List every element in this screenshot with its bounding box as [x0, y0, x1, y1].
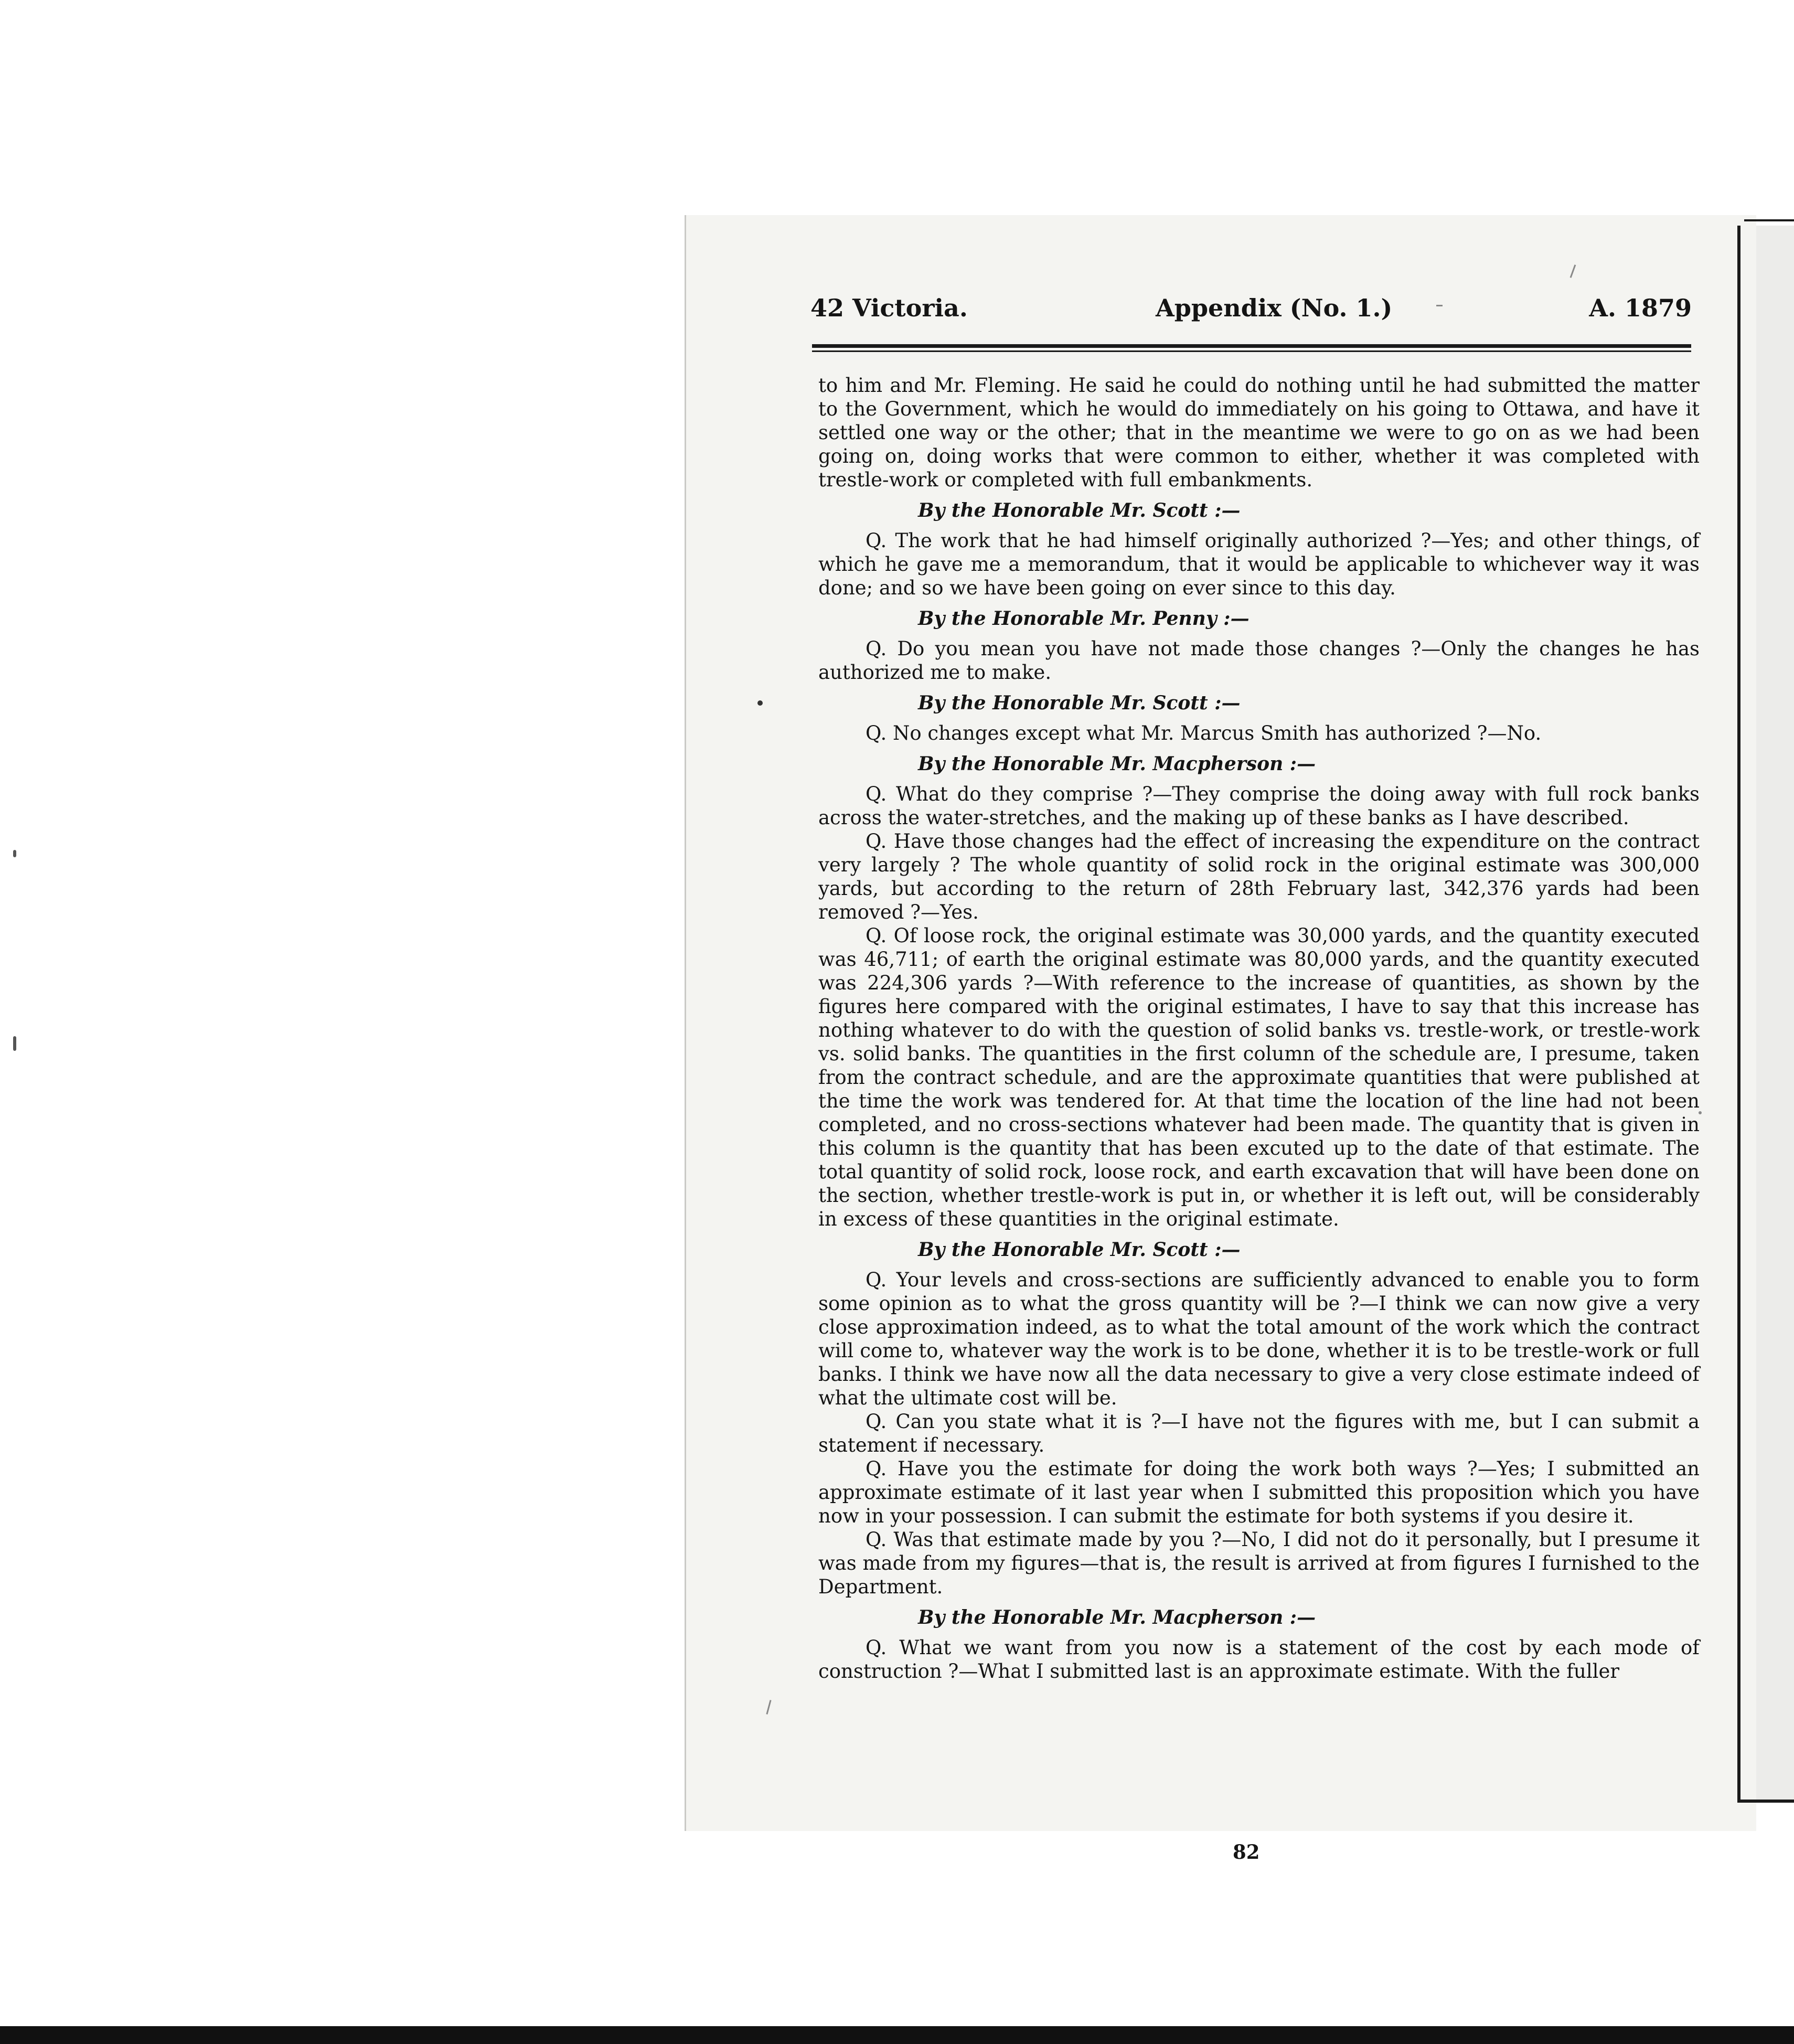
testimony-text — [818, 374, 1700, 1683]
page-number: 82 — [1233, 1840, 1260, 1864]
paragraph: to him and Mr. Fleming. He said he could do nothing until he had submitted the matter to the Government, which he would do immediately on his going to Ottawa, and have it settled one way or the other; that in the meantime we were to go on as we had been going on, doing works that were common to either, whether it was completed with trestle-work or completed with full embankments. — [818, 374, 1700, 491]
page-edge-line-right — [1737, 226, 1740, 1802]
left-edge-mark — [13, 1036, 16, 1051]
question-answer: Q. Have those changes had the effect of increasing the expenditure on the contract very largely ? The whole quantity of solid rock in the original estimate was 300,000 yards, but according to the return of 28th February last, 342,376 yards had been removed ?—Yes. — [818, 830, 1700, 923]
speaker-heading: By the Honorable Mr. Macpherson :— — [918, 1606, 1316, 1628]
speaker-heading: By the Honorable Mr. Scott :— — [918, 499, 1241, 521]
page-edge-line-bottom — [1737, 1800, 1794, 1803]
header-appendix: Appendix (No. 1.) — [1156, 294, 1393, 322]
left-edge-mark — [13, 850, 16, 857]
question-answer: Q. What we want from you now is a statement of the cost by each mode of construction ?—What I submitted last is an approximate estimate. With the fuller — [818, 1636, 1700, 1683]
page-edge-line-top — [1744, 219, 1794, 221]
running-header — [810, 294, 1692, 331]
question-answer: Q. Have you the estimate for doing the work both ways ?—Yes; I submitted an approximate estimate of it last year when I submitted this proposition which you have now in your possession. I can submit the estimate for both systems if you desire it. — [818, 1457, 1700, 1527]
speaker-heading: By the Honorable Mr. Scott :— — [918, 1239, 1241, 1261]
scan-bottom-band — [0, 2026, 1794, 2044]
question-answer: Q. The work that he had himself originally authorized ?—Yes; and other things, of which he gave me a memorandum, that it would be applicable to whichever way it was done; and so we have been going on ever since to this day. — [818, 529, 1700, 599]
question-answer: Q. Your levels and cross-sections are sufficiently advanced to enable you to form some opinion as to what the gross quantity will be ?—I think we can now give a very close approximation indeed, as to what the total amount of the work which the contract will come to, whatever way the work is to be done, whether it is to be trestle-work or full banks. I think we have now all the data necessary to give a very close estimate indeed of what the ultimate cost will be. — [818, 1269, 1700, 1409]
header-session: 42 Victoria. — [810, 294, 968, 322]
question-answer: Q. Of loose rock, the original estimate was 30,000 yards, and the quantity executed was 46,711; of earth the original estimate was 80,000 yards, and the quantity executed was 224,306 yards ?—With reference to the increase of quantities, as shown by the figures here compared with the original estimates, I have to say that this increase has nothing whatever to do with the question of solid banks vs. trestle-work, or trestle-work vs. solid banks. The quantities in the first column of the schedule are, I presume, taken from the contract schedule, and are the approximate quantities that were published at the time the work was tendered for. At that time the location of the line had not been completed, and no cross-sections whatever had been made. The quantity that is given in this column is the quantity that has been excuted up to the date of that estimate. The total quantity of solid rock, loose rock, and earth excavation that will have been done on the section, whether trestle-work is put in, or whether it is left out, will be considerably in excess of these quantities in the original estimate. — [818, 924, 1700, 1230]
header-rule-thick — [812, 344, 1691, 348]
speaker-heading: By the Honorable Mr. Penny :— — [918, 608, 1250, 630]
question-answer: Q. Was that estimate made by you ?—No, I did not do it personally, but I presume it was made from my figures—that is, the result is arrived at from figures I furnished to the Department. — [818, 1528, 1700, 1598]
speaker-heading: By the Honorable Mr. Scott :— — [918, 692, 1241, 714]
question-answer: Q. What do they comprise ?—They comprise the doing away with full rock banks across the water-stretches, and the making up of these banks as I have described. — [818, 783, 1700, 829]
header-year: A. 1879 — [1589, 294, 1692, 322]
margin-mark — [757, 700, 763, 706]
question-answer: Q. Can you state what it is ?—I have not the figures with me, but I can submit a statement if necessary. — [818, 1410, 1700, 1456]
header-rule-thin — [812, 350, 1691, 352]
question-answer: Q. Do you mean you have not made those changes ?—Only the changes he has authorized me to make. — [818, 637, 1700, 684]
question-answer: Q. No changes except what Mr. Marcus Smith has authorized ?—No. — [866, 722, 1542, 744]
speaker-heading: By the Honorable Mr. Macpherson :— — [918, 753, 1316, 775]
